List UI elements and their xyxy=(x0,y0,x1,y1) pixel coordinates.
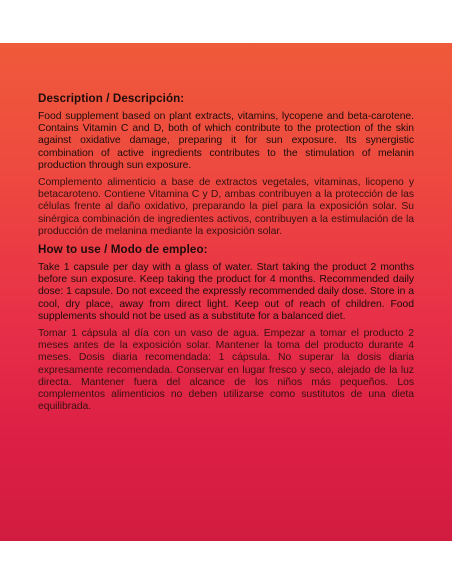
usage-heading: How to use / Modo de empleo: xyxy=(38,243,208,257)
usage-spanish: Tomar 1 cápsula al día con un vaso de agua. Empezar a tomar el producto 2 meses antes de la exposición solar. Mantener la toma del producto durante 4 meses. Dosis diaria recomendada: 1 cápsula. No superar la dosis diaria expresamente recomendada. Conservar en lugar fresco y seco, alejado de la luz directa. Mantener fuera del alcance de los niños más pequeños. Los complementos alimenticios no deben utilizarse como sustitutos de una dieta equilibrada. xyxy=(38,328,414,413)
description-heading: Description / Descripción: xyxy=(38,92,185,105)
usage-english: Take 1 capsule per day with a glass of water. Start taking the product 2 months before sun exposure. Keep taking the product for 4 months. Recommended daily dose: 1 capsule. Do not exceed the expressly recommended daily dose. Store in a cool, dry place, away from direct light. Keep out of reach of children. Food supplements should not be used as a substitute for a balanced diet. xyxy=(38,262,414,322)
description-spanish: Complemento alimenticio a base de extractos vegetales, vitaminas, licopeno y betacaroteno. Contiene Vitamina C y D, ambas contribuyen a la protección de las células frente al daño oxidativo, preparando la piel para la exposición solar. Su sinérgica combinación de ingredientes activos, contribuyen a la estimulación de la producción de melanina mediante la exposición solar. xyxy=(38,177,414,237)
product-info-panel xyxy=(0,43,452,541)
description-english: Food supplement based on plant extracts, vitamins, lycopene and beta-carotene. Contains Vitamin C and D, both of which contribute to the protection of the skin against oxidative damage, preparing it for sun exposure. Its synergistic combination of active ingredients contributes to the stimulation of melanin production through sun exposure. xyxy=(38,111,414,171)
